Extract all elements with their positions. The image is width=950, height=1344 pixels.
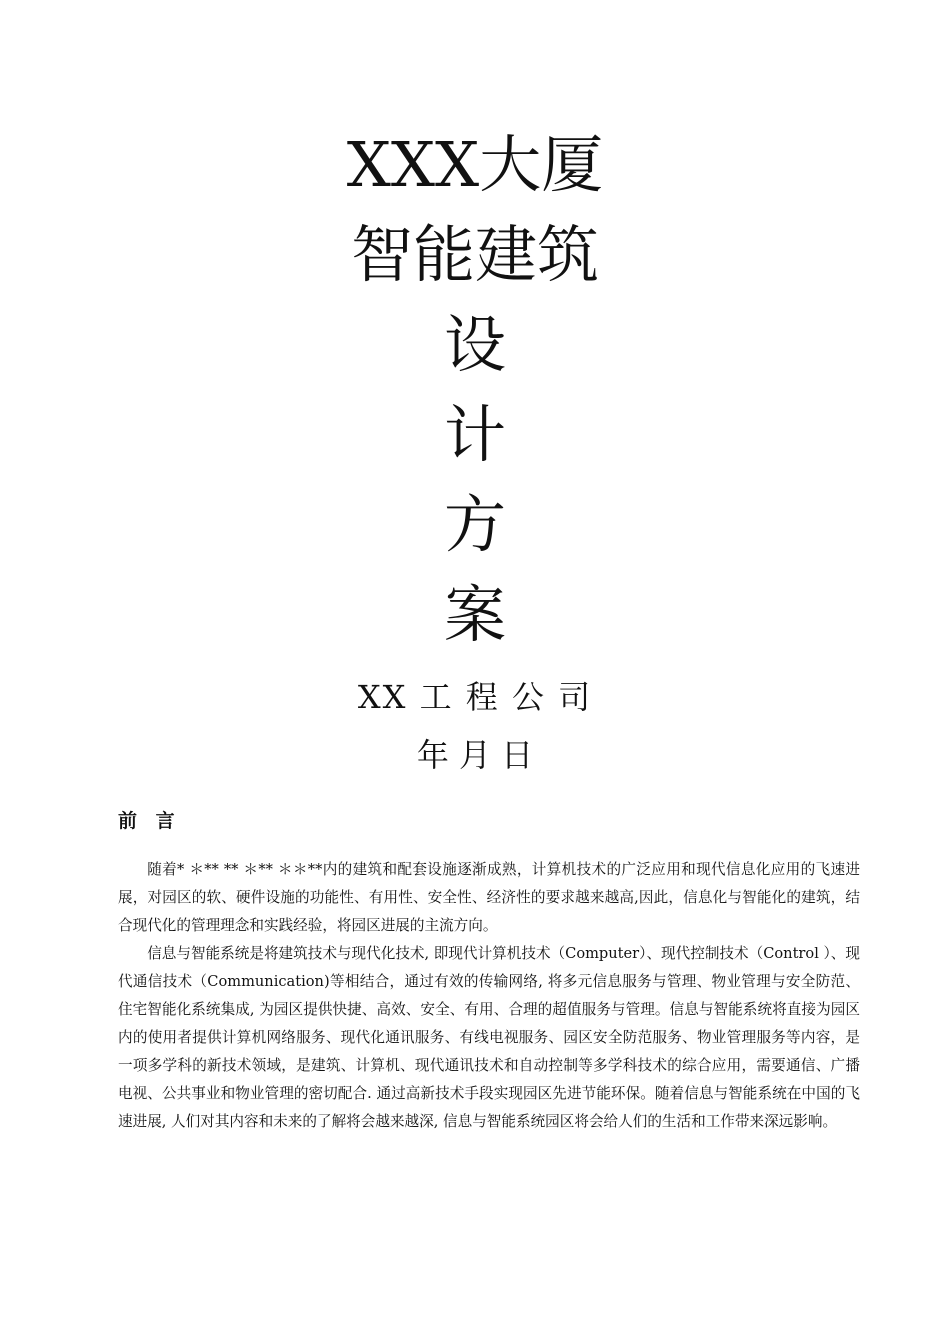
cover-title-line-6: 案 — [443, 578, 506, 651]
preface-heading: 前 言 — [118, 810, 181, 832]
cover-title — [0, 120, 950, 660]
preface-paragraph-2: 信息与智能系统是将建筑技术与现代化技术, 即现代计算机技术（Computer）、现代控制技术（Control ）、现代通信技术（Communication)等相结合，通过有效的传输网络, 将多元信息服务与管理、物业管理与安全防范、住宅智能化系统集成, 为园区提供快捷、高效、安全、有用、合理的超值服务与管理。信息与智能系统将直接为园区内的使用者提供计算机网络服务、现代化通讯服务、有线电视服务、园区安全防范服务、物业管理服务等内容，是一项多学科的新技术领域，是建筑、计算机、现代通讯技术和自动控制等多学科技术的综合应用，需要通信、广播电视、公共事业和物业管理的密切配合. 通过高新技术手段实现园区先进节能环保。随着信息与智能系统在中国的飞速进展, 人们对其内容和未来的了解将会越来越深, 信息与智能系统园区将会给人们的生活和工作带来深远影响。 — [118, 945, 860, 1130]
preface-body — [118, 856, 860, 1136]
company-name: XX 工 程 公 司 — [357, 678, 593, 716]
cover-title-line-4: 计 — [443, 398, 506, 471]
cover-title-line-1: XXX大厦 — [346, 128, 604, 201]
cover-title-line-5: 方 — [443, 488, 506, 561]
cover-title-line-3: 设 — [443, 308, 506, 381]
cover-date: 年 月 日 — [416, 736, 534, 774]
cover-title-line-2: 智能建筑 — [350, 218, 599, 291]
preface-paragraph-1: 随着* ＊** ** ＊** ＊＊**内的建筑和配套设施逐渐成熟，计算机技术的广泛应用和现代信息化应用的飞速进展，对园区的软、硬件设施的功能性、有用性、安全性、经济性的要求越来越高,因此，信息化与智能化的建筑，结合现代化的管理理念和实践经验，将园区进展的主流方向。 — [118, 861, 860, 934]
